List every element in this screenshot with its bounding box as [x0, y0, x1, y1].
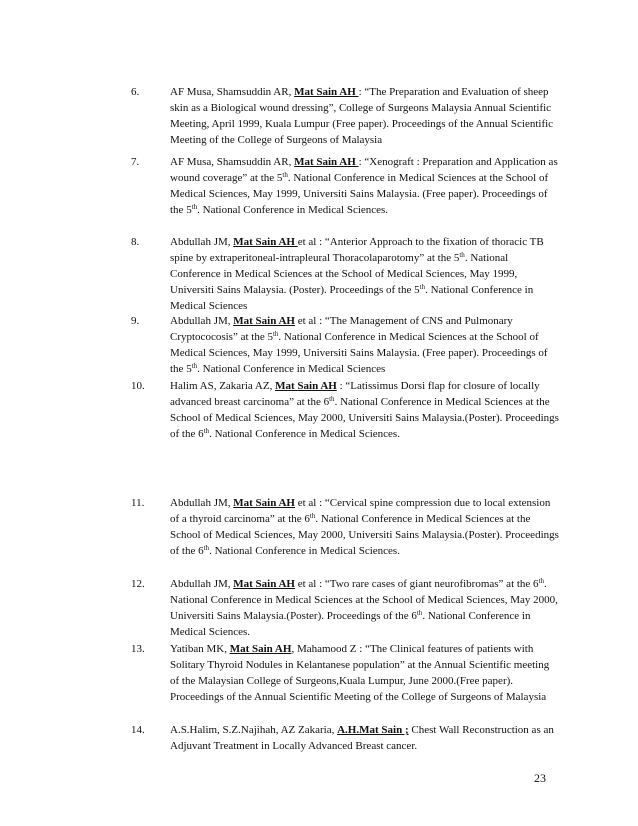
- ordinal-suffix: th: [191, 362, 198, 370]
- reference-details: et al : “Two rare cases of giant neurofibromas” at the 6th. National Conference in Medical Sciences at the School of Medical Sciences, May 2000, Universiti Sains Malaysia.(Poster). Proceedings of the 6th. National Conference in Medical Sciences.: [170, 577, 558, 638]
- reference-number: 7.: [131, 156, 140, 168]
- reference-authors: Yatiban MK,: [170, 643, 230, 655]
- page-number: 23: [534, 771, 546, 785]
- reference-text: [170, 234, 560, 314]
- highlighted-author: Mat Sain AH: [229, 643, 292, 655]
- highlighted-author: Mat Sain AH: [233, 578, 295, 590]
- reference-number: 11.: [131, 497, 145, 509]
- reference-number: 10.: [131, 380, 145, 392]
- ordinal-suffix: th: [203, 427, 210, 435]
- reference-authors: Abdullah JM,: [170, 236, 234, 248]
- ordinal-suffix: th: [419, 283, 426, 291]
- reference-number: 8.: [131, 236, 140, 248]
- reference-text: [170, 378, 560, 442]
- ordinal-suffix: th: [203, 544, 210, 552]
- reference-details: et al : “The Management of CNS and Pulmonary Cryptococosis” at the 5th. National Conference in Medical Sciences at the School of Medical Sciences, May 1999, Universiti Sains Malaysia. (Free paper). Proceedings of the 5th. National Conference in Medical Sciences: [170, 315, 548, 375]
- reference-details: : “Xenograft : Preparation and Application as wound coverage” at the 5th. National Conference in Medical Sciences at the School of Medical Sciences, May 1999, Universiti Sains Malaysia. (Free paper). Proceedings of the 5th. National Conference in Medical Sciences.: [170, 156, 558, 216]
- reference-text: [170, 84, 560, 148]
- highlighted-author: Mat Sain AH: [275, 380, 337, 392]
- reference-number: 13.: [131, 643, 145, 655]
- reference-text: [170, 313, 560, 377]
- ordinal-suffix: th: [272, 330, 279, 338]
- reference-authors: A.S.Halim, S.Z.Najihah, AZ Zakaria,: [170, 724, 338, 736]
- reference-authors: AF Musa, Shamsuddin AR,: [170, 156, 295, 168]
- reference-authors: Abdullah JM,: [170, 497, 234, 509]
- reference-text: [170, 641, 560, 705]
- reference-number: 14.: [131, 724, 145, 736]
- highlighted-author: Mat Sain AH: [233, 497, 295, 509]
- reference-details: et al : “Anterior Approach to the fixation of thoracic TB spine by extraperitoneal-intrapleural Thoracolaparotomy” at the 5th. National Conference in Medical Sciences at the School of Medical Sciences, May 1999, Universiti Sains Malaysia. (Poster). Proceedings of the 5th. National Conference in Medical Sciences: [170, 236, 544, 312]
- reference-authors: AF Musa, Shamsuddin AR,: [170, 86, 295, 98]
- reference-authors: Abdullah JM,: [170, 315, 234, 327]
- reference-details: , Mahamood Z : “The Clinical features of patients with Solitary Thyroid Nodules in Kelantanese population” at the Annual Scientific meeting of the Malaysian College of Surgeons,Kuala Lumpur, June 2000.(Free paper). Proceedings of the Annual Scientific Meeting of the College of Surgeons of Malaysia: [170, 643, 550, 703]
- ordinal-suffix: th: [282, 171, 288, 179]
- ordinal-suffix: th: [329, 395, 335, 403]
- ordinal-suffix: th: [538, 577, 545, 585]
- reference-text: [170, 154, 560, 218]
- highlighted-author: Mat Sain AH: [233, 315, 295, 327]
- reference-text: [170, 576, 560, 640]
- reference-details: : “The Preparation and Evaluation of sheep skin as a Biological wound dressing”, College of Surgeons Malaysia Annual Scientific Meeting, April 1999, Kuala Lumpur (Free paper). Proceedings of the Annual Scientific Meeting of the College of Surgeons of Malaysia: [170, 86, 554, 146]
- ordinal-suffix: th: [309, 512, 316, 520]
- ordinal-suffix: th: [459, 251, 465, 259]
- reference-details: : “Latissimus Dorsi flap for closure of locally advanced breast carcinoma” at the 6th. National Conference in Medical Sciences at the School of Medical Sciences, May 2000, Universiti Sains Malaysia.(Poster). Proceedings of the 6th. National Conference in Medical Sciences.: [170, 380, 559, 440]
- reference-authors: Abdullah JM,: [170, 578, 234, 590]
- ordinal-suffix: th: [416, 609, 423, 617]
- reference-text: [170, 722, 560, 754]
- highlighted-author: A.H.Mat Sain ;: [337, 724, 409, 736]
- reference-details: et al : “Cervical spine compression due to local extension of a thyroid carcinoma” at the 6th. National Conference in Medical Sciences at the School of Medical Sciences, May 2000, Universiti Sains Malaysia.(Poster). Proceedings of the 6th. National Conference in Medical Sciences.: [170, 497, 559, 557]
- highlighted-author: Mat Sain AH: [294, 156, 359, 168]
- reference-number: 9.: [131, 315, 140, 327]
- ordinal-suffix: th: [191, 203, 198, 211]
- reference-details: Chest Wall Reconstruction as an Adjuvant Treatment in Locally Advanced Breast cancer.: [170, 724, 554, 752]
- highlighted-author: Mat Sain AH: [294, 86, 359, 98]
- reference-authors: Halim AS, Zakaria AZ,: [170, 380, 276, 392]
- reference-text: [170, 495, 560, 559]
- highlighted-author: Mat Sain AH: [233, 236, 298, 248]
- reference-number: 6.: [131, 86, 140, 98]
- reference-number: 12.: [131, 578, 145, 590]
